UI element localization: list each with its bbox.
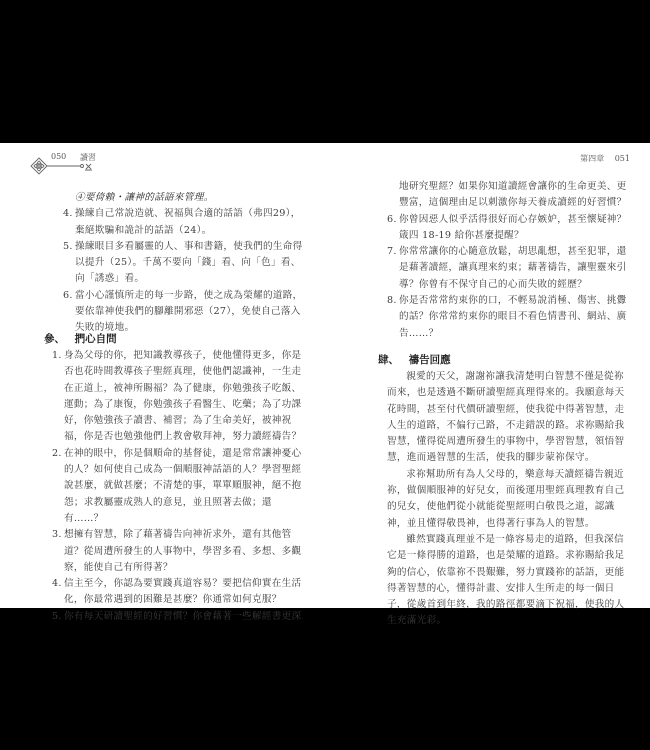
prayer-paragraph: 雖然實踐真理並不是一條容易走的道路，但我深信它是一條得勝的道路，也是榮耀的道路。求祢賜給我足夠的信心，依靠祢不畏艱難，努力實踐祢的話語，更能得著智慧的心，懂得計畫、安排人生所走的每一個日子，從歲首到年終，我的路徑都要滴下祝福，使我的人生充滿光彩。 xyxy=(387,533,625,627)
question-item: 5. 你有每天研讀聖經的好習慣？你會藉著一些解經書更深 xyxy=(52,610,302,622)
question-item: 3. 想擁有智慧，除了藉著禱告向神祈求外，還有其他管道？從周遭所發生的人事物中，學習多看、多想、多觀察，能使自己有所得著？ xyxy=(52,529,302,573)
section-title: 捫心自問 xyxy=(74,333,117,345)
continuation-text: 地研究聖經？如果你知道讀經會讓你的生命更美、更豐富，這個理由足以刺激你每天養成讀經的好習慣？ xyxy=(399,181,627,209)
page-number: 050 xyxy=(51,152,67,161)
list-item: 4. 操練自己常說造就、祝福與合適的話語（弗四29），棄絕欺騙和詭計的話語（24）。 xyxy=(63,208,301,236)
chapter-label: 第四章 xyxy=(580,154,605,163)
section-title: 禱告回應 xyxy=(408,354,451,366)
left-top-list xyxy=(63,190,303,337)
ornament-icon xyxy=(28,155,108,181)
prayer-paragraph: 求祢幫助所有為人父母的，樂意每天讀經禱告親近祢，做個順服神的好兒女，而後運用聖經真理教育自己的兒女，使他們從小就能從聖經明白敬畏之道，認識神，並且懂得敬畏神，也得著行事為人的智慧。 xyxy=(387,468,625,529)
left-page-header xyxy=(28,151,108,181)
page-number: 051 xyxy=(614,154,630,163)
question-item: 6. 你曾因惡人似乎活得很好而心存嫉妒，甚至懷疑神？箴四 18-19 給你甚麼提醒？ xyxy=(387,213,627,241)
question-item: 4. 信主至今，你認為要實踐真道容易？要把信仰實在生活化，你最常遇到的困難是甚麼？你通常如何克服？ xyxy=(52,578,302,606)
continuation-line: ④要倚賴・讓神的話語來管理。 xyxy=(75,192,214,203)
section-heading-4: 肆、 禱告回應 xyxy=(378,354,451,366)
prayer-paragraph: 親愛的天父，謝謝祢讓我清楚明白智慧不僅是從祢而來，也是透過不斷研讀聖經真理得來的。我願意每天花時間，甚至付代價研讀聖經，使我從中得著智慧，走人生的道路，不偏行己路，不走錯誤的路。求祢賜給我智慧，懂得從周遭所發生的事物中，學習智慧，領悟智慧，進而過智慧的生活，使我的腳步蒙祢保守。 xyxy=(387,371,625,464)
question-item: 8. 你是否常常約束你的口，不輕易說消極、傷害、挑釁的話？你常常約束你的眼目不看色情書刊、網站、廣告……？ xyxy=(387,295,627,339)
book-spread xyxy=(0,143,650,627)
prayer-response xyxy=(387,369,633,630)
list-item: 5. 操練眼目多看屬靈的人、事和書籍，使我們的生命得以提升（25）。千萬不要向「錢」看、向「色」看、向「誘惑」看。 xyxy=(63,240,303,285)
left-page xyxy=(0,143,325,622)
running-title: 讀習 xyxy=(80,153,96,162)
section-heading-3: 參、 捫心自問 xyxy=(44,333,117,345)
question-item: 7. 你常常讓你的心隨意放鬆，胡思亂想，甚至犯罪，還是藉著讀經，讓真理來約束；藉著禱告，讓聖靈來引導？你曾有不保守自己的心而失敗的經歷？ xyxy=(387,246,627,290)
right-questions xyxy=(387,179,633,342)
question-item: 1. 身為父母的你，把知識教導孩子，使他懂得更多，你是否也花時間教導孩子聖經真理，使他們認識神，一生走在正道上，被神所賜福？為了健康，你勉強孩子吃飯、運動；為了康復，你勉強孩子看醫生、吃藥；為了功課好，你勉強孩子讀書、補習；為了生命美好，被神祝福，你是否也勉強他們上教會敬拜神，努力讀經禱告？ xyxy=(52,350,302,443)
question-item: 2. 在神的眼中，你是個順命的基督徒，還是常常讓神憂心的人？如何使自己成為一個順服神話語的人？學習聖經說甚麼，就做甚麼；不清楚的事，單單順服神，絕不抱怨；求教屬靈成熟人的意見，並且照著去做；還有……？ xyxy=(52,447,302,524)
list-item: 6. 當小心謹慎所走的每一步路，使之成為榮耀的道路，要依靠神使我們的腳離開邪惡（27），免使自己落入失敗的境地。 xyxy=(63,289,303,334)
reflection-questions xyxy=(52,348,308,625)
right-page xyxy=(325,143,650,627)
right-page-header xyxy=(572,153,630,164)
